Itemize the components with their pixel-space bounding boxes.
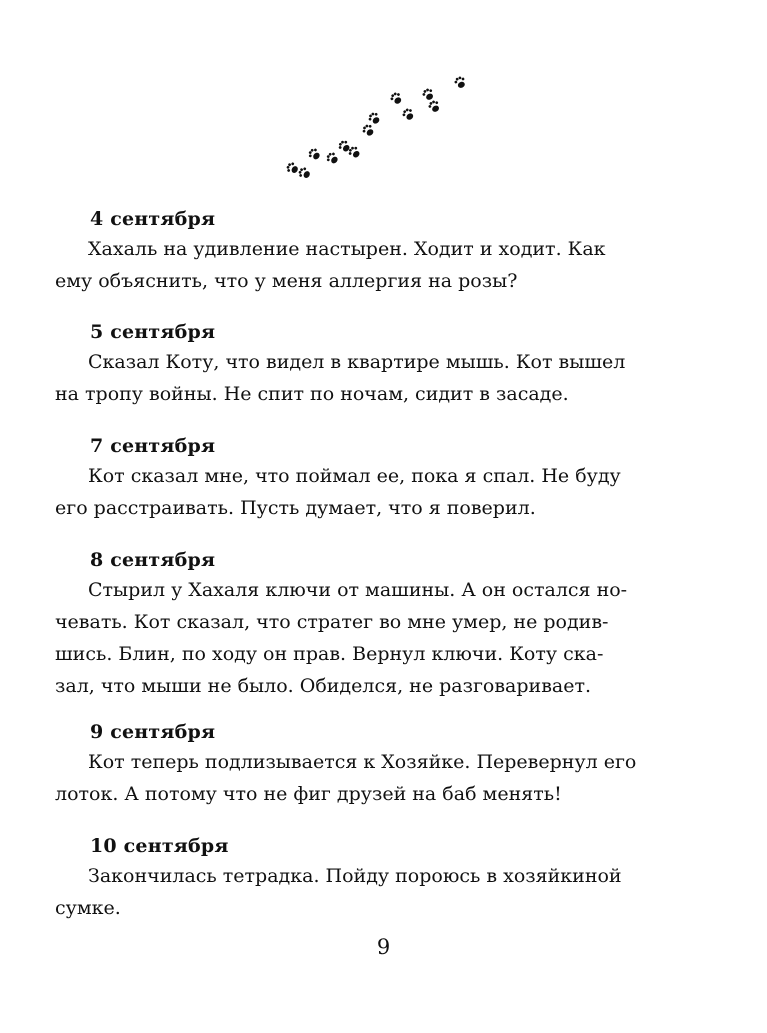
- entry-text: [55, 860, 670, 924]
- entry-date: 7 сентября: [90, 435, 216, 457]
- diary-entry: [55, 546, 670, 702]
- entry-date: 8 сентября: [90, 549, 216, 571]
- entry-text-line: сумке.: [55, 897, 121, 919]
- entry-text-line: Кот сказал мне, что поймал ее, пока я спал. Не буду: [88, 465, 621, 487]
- entry-text-line: Закончилась тетрадка. Пойду пороюсь в хозяйкиной: [88, 865, 622, 887]
- paw-prints-trail-icon: [270, 70, 480, 190]
- entry-text-line: его расстраивать. Пусть думает, что я поверил.: [55, 497, 536, 519]
- entry-text: [55, 460, 670, 524]
- entry-text: [55, 233, 670, 297]
- entry-text-line: зал, что мыши не было. Обиделся, не разговаривает.: [55, 675, 592, 697]
- diary-entry: [55, 318, 670, 410]
- entry-date: 5 сентября: [90, 321, 216, 343]
- entry-text-line: чевать. Кот сказал, что стратег во мне умер, не родив-: [55, 611, 609, 633]
- entry-text-line: ему объяснить, что у меня аллергия на розы?: [55, 270, 518, 292]
- entry-date: 10 сентября: [90, 835, 229, 857]
- entry-text-line: Сказал Коту, что видел в квартире мышь. Кот вышел: [88, 351, 626, 373]
- entry-date: 9 сентября: [90, 721, 216, 743]
- entry-text: [55, 346, 670, 410]
- entry-text: [55, 574, 670, 702]
- diary-entry: [55, 432, 670, 524]
- page-number: 9: [376, 935, 391, 959]
- entry-text-line: Стырил у Хахаля ключи от машины. А он остался но-: [88, 579, 628, 601]
- diary-entry: [55, 718, 670, 810]
- entry-text: [55, 746, 670, 810]
- entry-text-line: лоток. А потому что не фиг друзей на баб менять!: [55, 783, 562, 805]
- entry-text-line: шись. Блин, по ходу он прав. Вернул ключи. Коту ска-: [55, 643, 604, 665]
- diary-entry: [55, 205, 670, 297]
- entry-text-line: Хахаль на удивление настырен. Ходит и ходит. Как: [88, 238, 606, 260]
- entry-text-line: на тропу войны. Не спит по ночам, сидит в засаде.: [55, 383, 569, 405]
- diary-entry: [55, 832, 670, 924]
- entry-text-line: Кот теперь подлизывается к Хозяйке. Перевернул его: [88, 751, 637, 773]
- entry-date: 4 сентября: [90, 208, 216, 230]
